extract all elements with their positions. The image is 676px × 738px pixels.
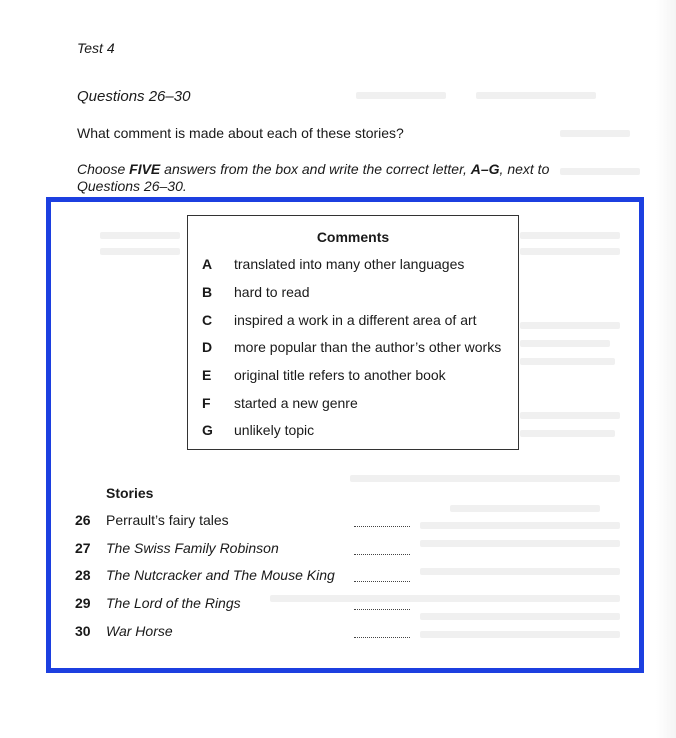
story-title: The Lord of the Rings <box>106 595 241 611</box>
answer-blank[interactable] <box>354 637 410 638</box>
option-letter: F <box>202 395 211 411</box>
answer-blank[interactable] <box>354 554 410 555</box>
story-title: War Horse <box>106 623 173 639</box>
instruction-bold-range: A–G <box>470 161 500 177</box>
story-title: The Swiss Family Robinson <box>106 540 279 556</box>
question-number: 27 <box>75 540 91 556</box>
question-number: 26 <box>75 512 91 528</box>
option-text: translated into many other languages <box>234 256 465 272</box>
story-title: The Nutcracker and The Mouse King <box>106 567 335 583</box>
answer-blank[interactable] <box>354 609 410 610</box>
option-letter: A <box>202 256 213 272</box>
option-text: unlikely topic <box>234 422 315 438</box>
comments-title: Comments <box>316 229 390 245</box>
option-letter: B <box>202 284 213 300</box>
option-letter: C <box>202 312 213 328</box>
option-text: more popular than the author’s other works <box>234 339 502 355</box>
option-text: inspired a work in a different area of art <box>234 312 477 328</box>
answer-blank[interactable] <box>354 581 410 582</box>
comments-box <box>187 215 519 450</box>
option-letter: D <box>202 339 213 355</box>
option-letter: E <box>202 367 212 383</box>
question-number: 29 <box>75 595 91 611</box>
instruction-bold-count: FIVE <box>129 161 161 177</box>
instruction-mid: answers from the box and write the correct letter, <box>160 161 471 177</box>
option-text: started a new genre <box>234 395 358 411</box>
questions-heading: Questions 26–30 <box>77 88 191 105</box>
instruction-post: , next to Questions 26–30. <box>77 161 550 194</box>
test-label: Test 4 <box>77 40 115 56</box>
story-title: Perrault’s fairy tales <box>106 512 229 528</box>
question-number: 30 <box>75 623 91 639</box>
instruction-text <box>77 161 577 195</box>
question-prompt: What comment is made about each of these stories? <box>77 125 404 141</box>
option-text: hard to read <box>234 284 310 300</box>
option-letter: G <box>202 422 213 438</box>
instruction-pre: Choose <box>77 161 130 177</box>
option-text: original title refers to another book <box>234 367 446 383</box>
question-number: 28 <box>75 567 91 583</box>
answer-blank[interactable] <box>354 526 410 527</box>
stories-title: Stories <box>106 485 154 501</box>
